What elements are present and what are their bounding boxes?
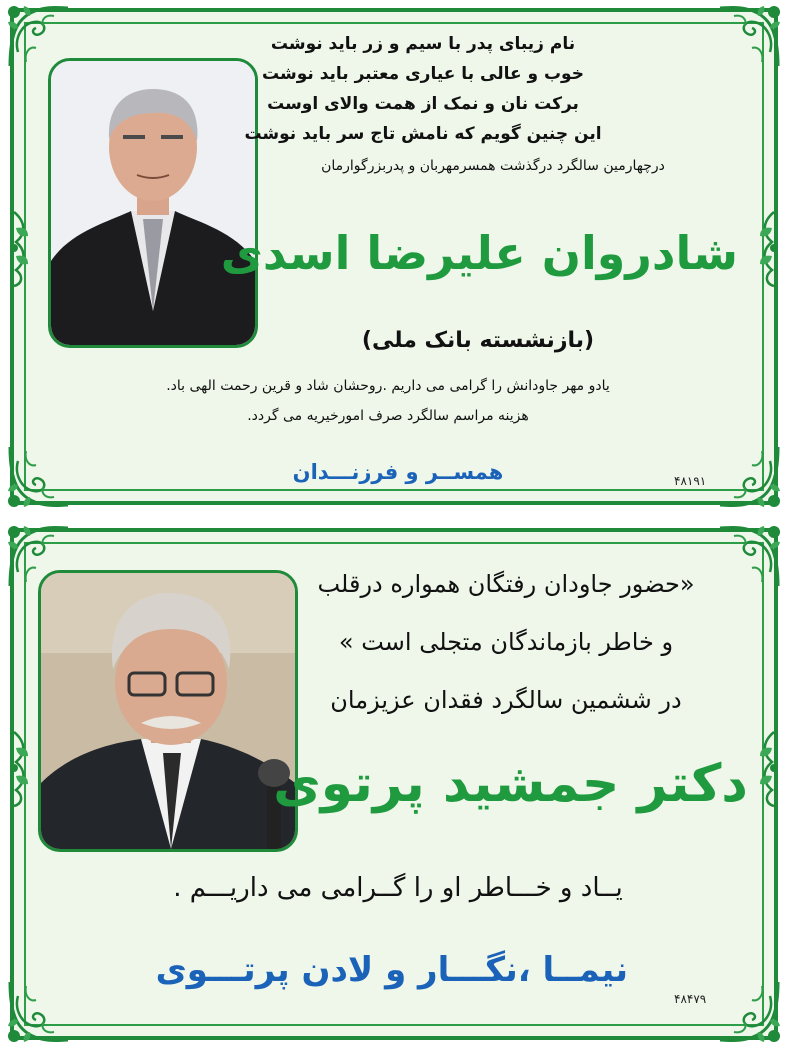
floral-corner-icon	[714, 976, 784, 1046]
deceased-name: شادروان علیرضا اسدی	[220, 226, 738, 280]
floral-side-icon	[6, 728, 36, 808]
portrait-photo	[38, 570, 298, 852]
floral-corner-icon	[714, 441, 784, 511]
floral-side-icon	[752, 728, 782, 808]
poem-line-1: نام زیبای پدر با سیم و زر باید نوشت	[270, 34, 576, 54]
floral-side-icon	[6, 208, 36, 288]
ad-reference-number: ۴۸۱۹۱	[674, 474, 707, 488]
obituary-card-asadi	[10, 8, 778, 505]
poem-line-2: خوب و عالی با عیاری معتبر باید نوشت	[262, 64, 584, 84]
signature: همســر و فرزنـــدان	[292, 460, 504, 484]
floral-corner-icon	[4, 976, 74, 1046]
deceased-subtitle: (بازنشسته بانک ملی)	[361, 328, 595, 353]
ad-reference-number: ۴۸۴۷۹	[674, 992, 707, 1006]
cost-note: هزینه مراسم سالگرد صرف امورخیریه می گردد.	[247, 408, 529, 424]
deceased-name: دکتر جمشید پرتوی	[273, 754, 748, 814]
quote-line-2: و خاطر بازماندگان متجلی است »	[338, 628, 674, 656]
intro-text: در ششمین سالگرد فقدان عزیزمان	[330, 686, 682, 714]
intro-text: درچهارمین سالگرد درگذشت همسرمهربان و پدربزرگوارمان	[321, 158, 665, 174]
floral-corner-icon	[4, 441, 74, 511]
quote-line-1: «حضور جاودان رفتگان همواره درقلب	[317, 570, 695, 598]
floral-side-icon	[752, 208, 782, 288]
memorial-text: یادو مهر جاودانش را گرامی می داریم .روحشان شاد و قرین رحمت الهی باد.	[166, 378, 610, 394]
poem-line-4: این چنین گویم که نامش تاج سر باید نوشت	[244, 124, 602, 144]
memorial-text: یــاد و خـــاطر او را گــرامی می داریـــم .	[173, 873, 623, 903]
floral-corner-icon	[714, 2, 784, 72]
signature: نیمــا ،نگـــار و لادن پرتـــوی	[155, 950, 628, 990]
obituary-card-partovi	[10, 528, 778, 1040]
poem-line-3: برکت نان و نمک از همت والای اوست	[267, 94, 579, 114]
